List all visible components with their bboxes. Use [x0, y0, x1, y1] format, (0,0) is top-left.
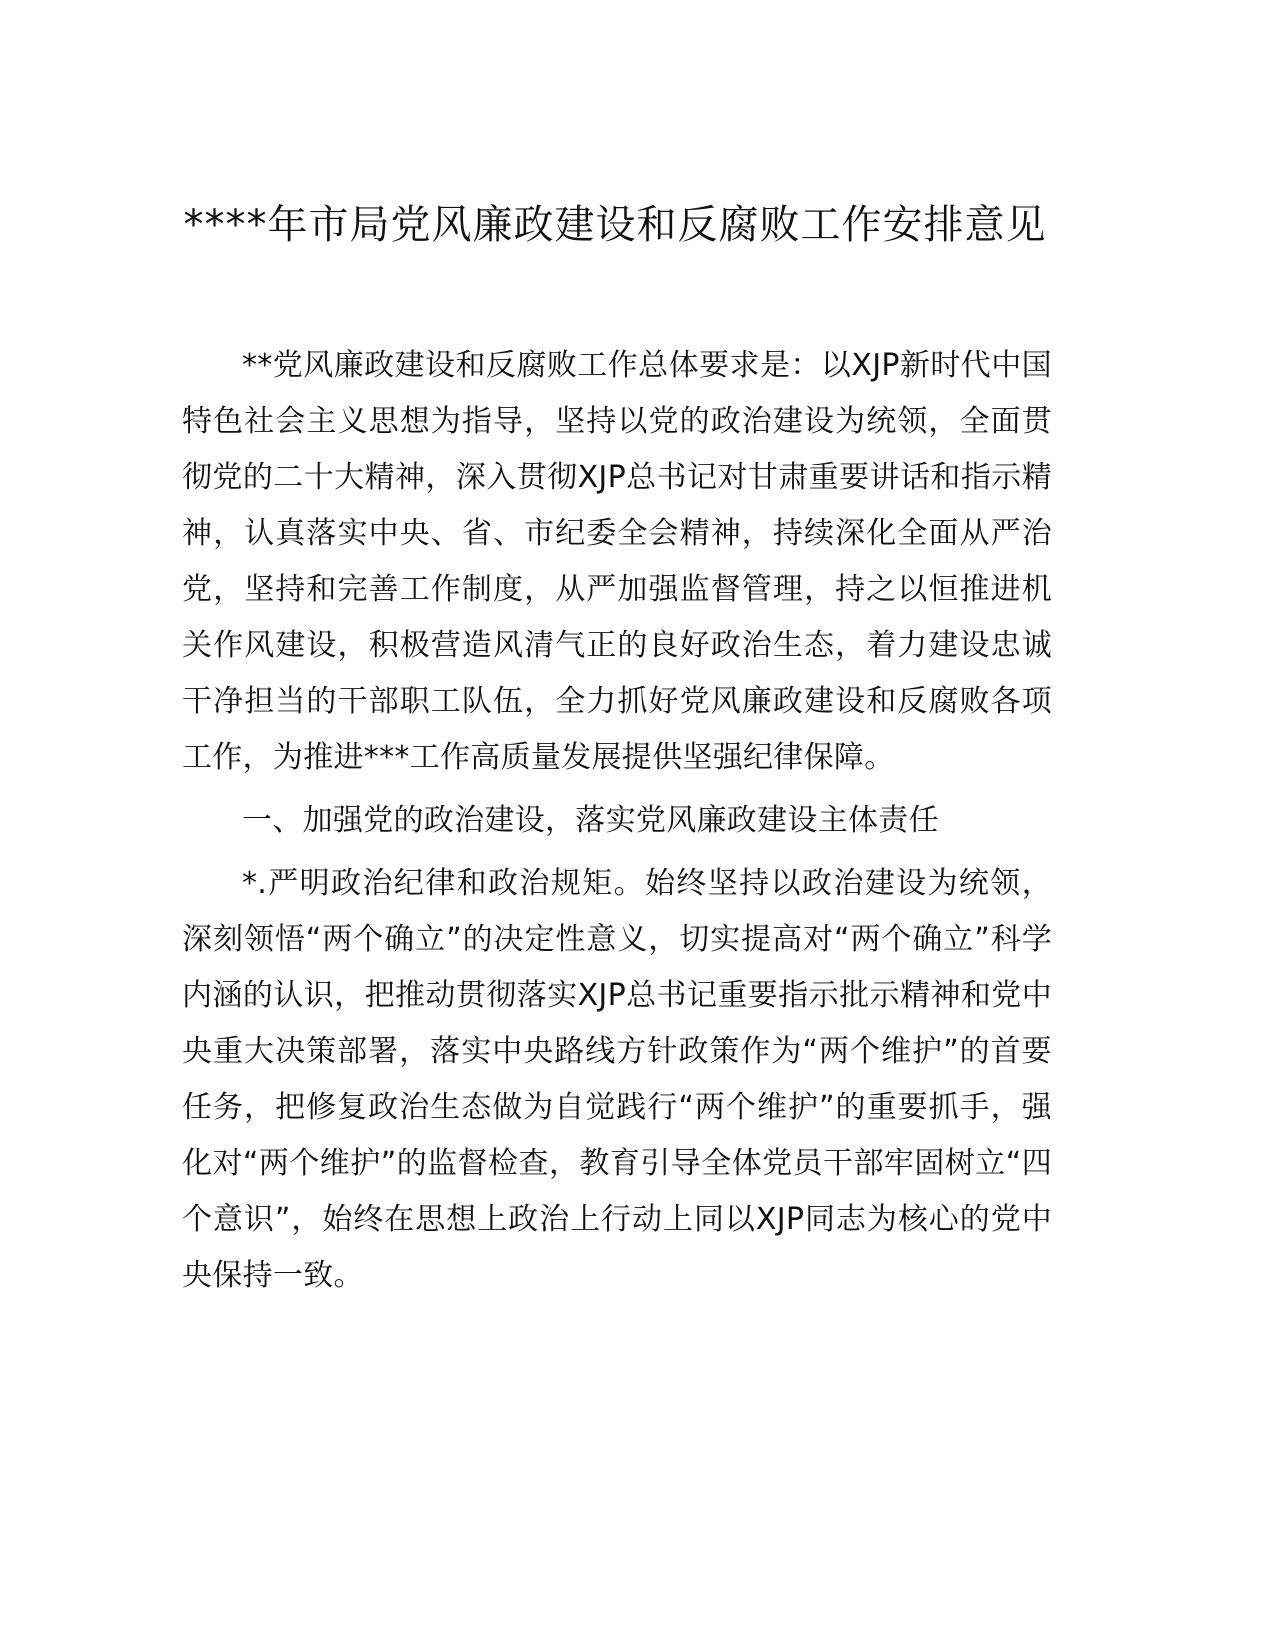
document-body	[182, 338, 1052, 1304]
paragraph-political-discipline: *.严明政治纪律和政治规矩。始终坚持以政治建设为统领，深刻领悟“两个确立”的决定性意义，切实提高对“两个确立”科学内涵的认识，把推动贯彻落实XJP总书记重要指示批示精神和党中央重大决策部署，落实中央路线方针政策作为“两个维护”的首要任务，把修复政治生态做为自觉践行“两个维护”的重要抓手，强化对“两个维护”的监督检查，教育引导全体党员干部牢固树立“四个意识”，始终在思想上政治上行动上同以XJP同志为核心的党中央保持一致。	[182, 866, 1052, 1293]
paragraph-general-requirements: **党风廉政建设和反腐败工作总体要求是：以XJP新时代中国特色社会主义思想为指导，坚持以党的政治建设为统领，全面贯彻党的二十大精神，深入贯彻XJP总书记对甘肃重要讲话和指示精神，认真落实中央、省、市纪委全会精神，持续深化全面从严治党，坚持和完善工作制度，从严加强监督管理，持之以恒推进机关作风建设，积极营造风清气正的良好政治生态，着力建设忠诚干净担当的干部职工队伍，全力抓好党风廉政建设和反腐败各项工作，为推进***工作高质量发展提供坚强纪律保障。	[182, 348, 1052, 775]
section-heading-one: 一、加强党的政治建设，落实党风廉政建设主体责任	[242, 803, 939, 838]
document-title: ****年市局党风廉政建设和反腐败工作安排意见	[183, 202, 1047, 248]
